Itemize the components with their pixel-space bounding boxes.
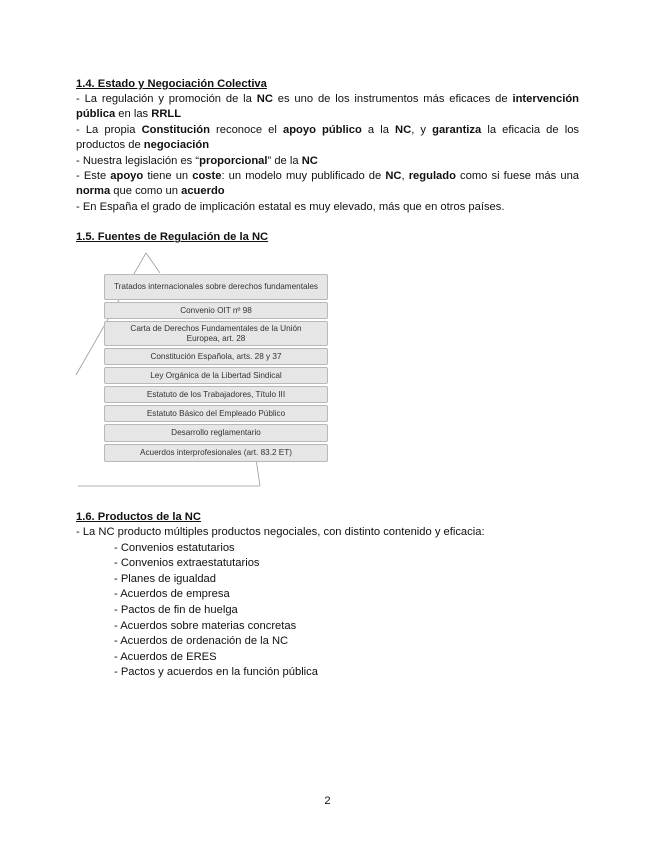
bold-term: proporcional	[199, 154, 268, 167]
section-heading-1-4: 1.4. Estado y Negociación Colectiva	[76, 78, 267, 90]
text-run: : un modelo muy publificado de	[221, 170, 386, 183]
text-run: , y	[411, 123, 433, 136]
pyramid-level-8: Desarrollo reglamentario	[104, 424, 328, 442]
pyramid-level-3: Carta de Derechos Fundamentales de la Unión Europea, art. 28	[104, 321, 328, 346]
pyramid-level-4: Constitución Española, arts. 28 y 37	[104, 348, 328, 365]
section-1-4-body	[76, 92, 579, 215]
pyramid-level-7: Estatuto Básico del Empleado Público	[104, 405, 328, 422]
list-item: - Acuerdos de ERES	[114, 650, 217, 663]
bold-term: NC	[301, 154, 318, 167]
list-item: - Pactos de fin de huelga	[114, 604, 238, 617]
text-run: - Nuestra legislación es “	[76, 154, 200, 167]
paragraph	[76, 92, 579, 123]
regulation-sources-pyramid	[74, 247, 354, 497]
bold-term: garantiza	[432, 123, 482, 136]
list-item: - Convenios estatutarios	[114, 541, 235, 554]
text-run: ” de la	[267, 154, 302, 167]
document-page	[76, 77, 579, 681]
text-run: - Este	[76, 170, 111, 183]
bold-term: apoyo público	[282, 123, 362, 136]
list-item: - Acuerdos de empresa	[114, 588, 230, 601]
section-heading-1-5: 1.5. Fuentes de Regulación de la NC	[76, 231, 269, 244]
bold-term: Constitución	[141, 123, 210, 136]
bold-term: intervención pública	[76, 93, 579, 121]
bold-term: coste	[192, 170, 222, 183]
paragraph	[76, 123, 579, 154]
bold-term: negociación	[143, 139, 210, 152]
paragraph	[76, 169, 579, 200]
list-item: - Convenios extraestatutarios	[114, 557, 260, 570]
text-run: tiene un	[143, 170, 193, 183]
bold-term: norma	[76, 185, 111, 198]
text-run: ,	[401, 170, 409, 183]
pyramid-level-5: Ley Orgánica de la Libertad Sindical	[104, 367, 328, 384]
pyramid-level-2: Convenio OIT nº 98	[104, 302, 328, 319]
text-run: es uno de los instrumentos más eficaces de	[272, 93, 513, 105]
list-item: - Planes de igualdad	[114, 572, 217, 585]
text-run: a la	[361, 123, 396, 136]
bold-term: acuerdo	[181, 185, 225, 198]
text-run: - La propia	[76, 123, 142, 136]
list-item: - Acuerdos sobre materias concretas	[114, 619, 297, 632]
bold-term: NC	[256, 93, 273, 105]
text-run: reconoce el	[209, 123, 283, 136]
bold-term: NC	[395, 123, 412, 136]
text-run: en las	[115, 108, 152, 121]
text-run: - La regulación y promoción de la	[76, 93, 257, 105]
paragraph	[76, 200, 579, 215]
bold-term: RRLL	[151, 108, 182, 121]
pyramid-level-6: Estatuto de los Trabajadores, Título III	[104, 386, 328, 403]
bold-term: apoyo	[110, 170, 144, 183]
section-1-6-intro: - La NC producto múltiples productos negociales, con distinto contenido y eficacia:	[76, 526, 485, 539]
products-list	[76, 541, 579, 681]
text-run: la eficacia de los productos de	[76, 123, 580, 152]
pyramid-level-9: Acuerdos interprofesionales (art. 83.2 ET)	[104, 444, 328, 462]
list-item: - Acuerdos de ordenación de la NC	[114, 635, 289, 648]
pyramid-level-1: Tratados internacionales sobre derechos fundamentales	[104, 274, 328, 300]
section-heading-1-6: 1.6. Productos de la NC	[76, 511, 201, 524]
bold-term: regulado	[408, 170, 456, 183]
list-item: - Pactos y acuerdos en la función pública	[114, 666, 318, 679]
text-run: - En España el grado de implicación estatal es muy elevado, más que en otros países.	[76, 200, 505, 213]
text-run: que como un	[110, 185, 182, 198]
paragraph	[76, 154, 579, 169]
page-number: 2	[324, 795, 331, 807]
text-run: como si fuese más una	[455, 170, 580, 183]
bold-term: NC	[385, 170, 402, 183]
